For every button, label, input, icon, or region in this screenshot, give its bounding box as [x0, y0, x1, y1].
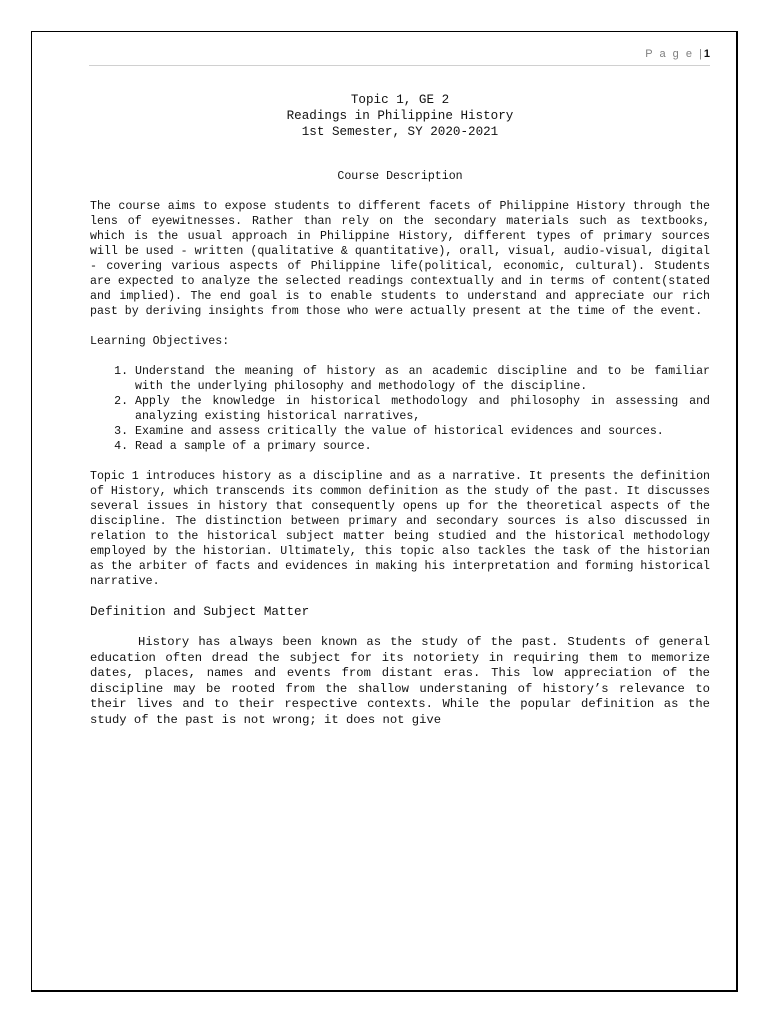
title-line-1: Topic 1, GE 2: [350, 93, 450, 107]
course-description-text: The course aims to expose students to different facets of Philippine History through the lens of eyewitnesses. Rather than rely on the secondary materials such as textbooks, which is the usual approach in Philippine History, different types of primary sources will be used - written (qualitative & quantitative), orall, visual, audio-visual, digital - covering various aspects of Philippine life(political, economic, cultural). Students are expected to analyze the selected readings contextually and in terms of content(stated and implied). The end goal is to enable students to understand and appreciate our rich past by deriving insights from those who were actually present at the time of the event.: [90, 200, 710, 318]
course-description-heading: Course Description: [337, 170, 463, 183]
learning-objective-item: 3. Examine and assess critically the value of historical evidences and sources.: [135, 424, 710, 439]
learning-objective-item: 1. Understand the meaning of history as an academic discipline and to be familiar with the underlying philosophy and methodology of the discipline.: [135, 364, 710, 394]
definition-text: History has always been known as the study of the past. Students of general education often dread the subject for its notoriety in requiring them to memorize dates, places, names and events from distant eras. This low appreciation of the discipline may be rooted from the shallow understaning of history’s relevance to their lives and to their respective contexts. While the popular definition as the study of the past is not wrong; it does not give: [90, 635, 710, 727]
page-number: 1: [703, 48, 710, 60]
learning-objective-item: 2. Apply the knowledge in historical methodology and philosophy in assessing and analyzing existing historical narratives,: [135, 394, 710, 424]
learning-objectives-heading: Learning Objectives:: [90, 335, 230, 348]
page-content: [90, 92, 710, 728]
title-line-3: 1st Semester, SY 2020-2021: [301, 125, 499, 139]
learning-objective-item: 4. Read a sample of a primary source.: [135, 439, 710, 454]
page-label: P a g e |: [645, 48, 704, 60]
title-line-2: Readings in Philippine History: [286, 109, 514, 123]
title-block: [90, 92, 710, 140]
topic-intro-text: Topic 1 introduces history as a discipline and as a narrative. It presents the definition of History, which transcends its common definition as the study of the past. It discusses several issues in history that consequently opens up for the theoretical aspects of the discipline. The distinction between primary and secondary sources is also discussed in relation to the historical subject matter being studied and the historical methodology employed by the historian. Ultimately, this topic also tackles the task of the historian as the arbiter of facts and evidences in making his interpretation and forming historical narrative.: [90, 470, 710, 588]
document-page: [31, 31, 738, 992]
page-header: [89, 48, 710, 66]
definition-heading: Definition and Subject Matter: [90, 605, 310, 619]
learning-objectives-list: [90, 364, 710, 454]
